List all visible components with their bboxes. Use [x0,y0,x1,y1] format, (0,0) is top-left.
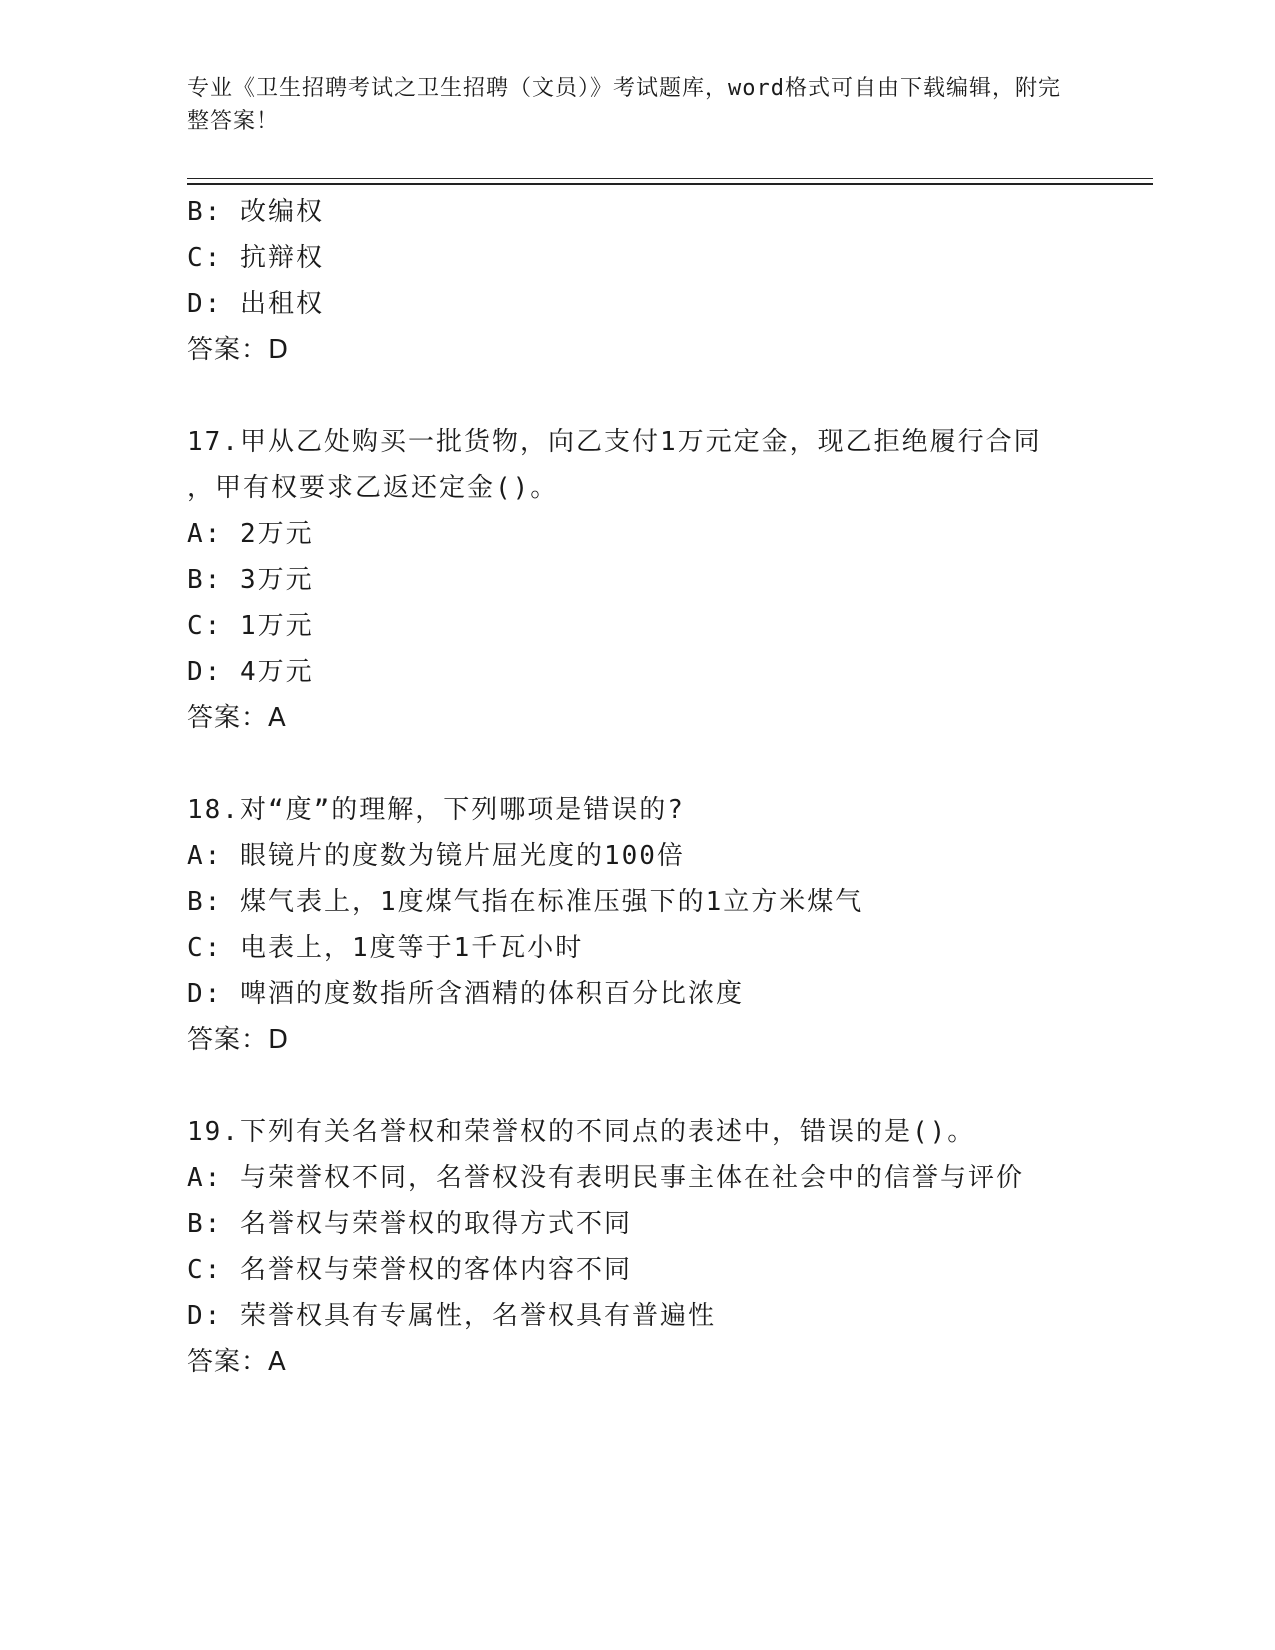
question-stem: 18.对“度”的理解，下列哪项是错误的? [187,795,685,825]
option-c: C: 名誉权与荣誉权的客体内容不同 [187,1255,632,1285]
option-a: A: 2万元 [187,519,314,549]
spacer [187,741,1087,787]
question-list [187,189,1087,1385]
answer-line: 答案：D [187,1025,290,1055]
option-d: D: 荣誉权具有专属性，名誉权具有普遍性 [187,1301,716,1331]
answer-line: 答案：A [187,1347,287,1377]
option-a: A: 眼镜片的度数为镜片屈光度的100倍 [187,841,685,871]
option-d: D: 4万元 [187,657,314,687]
answer-line: 答案：D [187,335,290,365]
answer-line: 答案：A [187,703,287,733]
option-c: C: 抗辩权 [187,243,324,273]
question-stem: 17.甲从乙处购买一批货物，向乙支付1万元定金，现乙拒绝履行合同 [187,427,1042,457]
option-c: C: 电表上，1度等于1千瓦小时 [187,933,584,963]
option-a: A: 与荣誉权不同，名誉权没有表明民事主体在社会中的信誉与评价 [187,1163,1024,1193]
option-b: B: 名誉权与荣誉权的取得方式不同 [187,1209,632,1239]
option-d: D: 啤酒的度数指所含酒精的体积百分比浓度 [187,979,744,1009]
option-c: C: 1万元 [187,611,314,641]
header-rule-thick [187,183,1153,185]
option-b: B: 3万元 [187,565,314,595]
header-rule-thin [187,178,1153,179]
option-b: B: 煤气表上，1度煤气指在标准压强下的1立方米煤气 [187,887,864,917]
option-d: D: 出租权 [187,289,324,319]
document-header: 专业《卫生招聘考试之卫生招聘（文员）》考试题库，word格式可自由下载编辑，附完整答案！ [187,76,1061,134]
spacer [187,1063,1087,1109]
spacer [187,373,1087,419]
question-stem: 19.下列有关名誉权和荣誉权的不同点的表述中，错误的是()。 [187,1117,976,1147]
question-stem-continued: ，甲有权要求乙返还定金()。 [187,473,559,503]
option-b: B: 改编权 [187,197,324,227]
